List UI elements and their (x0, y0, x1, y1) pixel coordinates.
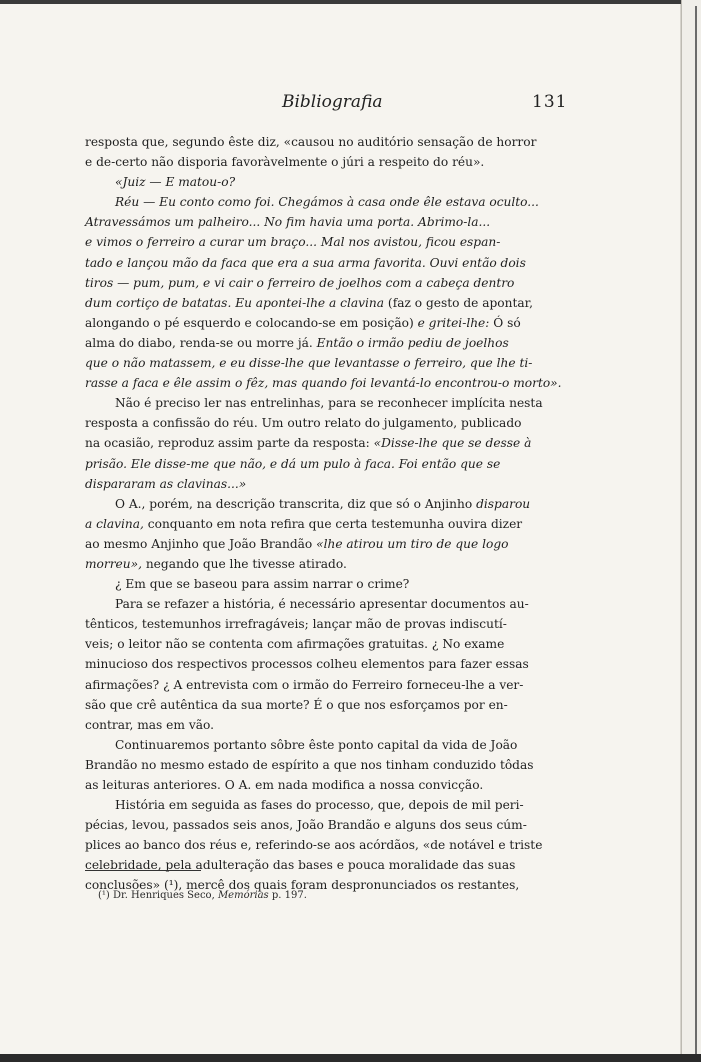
roman-run: Ó só (489, 315, 521, 330)
text-line: prisão. Ele disse-me que não, e dá um pulo à faca. Foi então que se (85, 456, 501, 471)
italic-run: «Disse-lhe que se desse à (369, 436, 532, 451)
roman-run: O A., porém, na descrição transcrita, diz que só o Anjinho (115, 496, 473, 511)
dialog-defendant: Réu — Eu conto como foi. Chegámos à casa onde êle estava oculto... (115, 195, 539, 210)
italic-run: e gritei-lhe: (413, 315, 490, 330)
text-line: tênticos, testemunhos irrefragáveis; lançar mão de provas indiscutí- (85, 617, 507, 632)
scan-border (0, 1054, 701, 1062)
text-line: resposta que, segundo êste diz, «causou no auditório sensação de horror (85, 135, 537, 149)
text-line: Atravessámos um palheiro... No fim havia uma porta. Abrimo-la... (85, 215, 491, 230)
roman-run: negando que lhe tivesse atirado. (141, 556, 347, 571)
book-page (0, 4, 682, 1054)
text-line: minucioso dos respectivos processos colheu elementos para fazer essas (85, 657, 529, 672)
page-number: 131 (532, 92, 568, 112)
roman-run: ao mesmo Anjinho que João Brandão (85, 536, 313, 551)
text-line: História em seguida as fases do processo, que, depois de mil peri- (115, 798, 524, 813)
text-line: conclusões» (¹), mercê dos quais foram despronunciados os restantes, (85, 878, 520, 893)
dialog-judge: «Juiz — E matou-o? (115, 175, 236, 190)
italic-run: «lhe atirou um tiro de que logo (312, 536, 509, 551)
text-line: tado e lançou mão da faca que era a sua arma favorita. Ouvi então dois (85, 255, 526, 270)
text-line: são que crê autêntica da sua morte? É o que nos esforçamos por en- (85, 697, 508, 712)
text-line: ¿ Em que se baseou para assim narrar o crime? (115, 577, 410, 592)
page-edge (681, 0, 701, 1062)
text-line (85, 534, 559, 554)
running-head (0, 92, 682, 116)
text-line (85, 514, 559, 534)
roman-run: conquanto em nota refira que certa testemunha ouvira dizer (143, 516, 523, 531)
text-line: tiros — pum, pum, e vi cair o ferreiro de joelhos com a cabeça dentro (85, 275, 515, 290)
text-line (85, 333, 559, 353)
text-line (85, 554, 559, 574)
italic-run: disparou (472, 496, 531, 511)
text-line (85, 293, 559, 313)
footnote-page: p. 197. (268, 890, 307, 901)
text-line: resposta a confissão do réu. Um outro relato do julgamento, publicado (85, 416, 522, 431)
text-line: veis; o leitor não se contenta com afirmações gratuitas. ¿ No exame (85, 637, 505, 652)
text-line: plices ao banco dos réus e, referindo-se aos acórdãos, «de notável e triste (85, 838, 543, 853)
italic-run: dum cortiço de batatas. Eu apontei-lhe a clavina (85, 295, 385, 310)
text-line: e vimos o ferreiro a curar um braço... Mal nos avistou, ficou espan- (85, 235, 501, 250)
text-line: Brandão no mesmo estado de espírito a que nos tinham conduzido tôdas (85, 757, 534, 772)
text-line: afirmações? ¿ A entrevista com o irmão do Ferreiro forneceu-lhe a ver- (85, 677, 524, 692)
running-title: Bibliografia (282, 92, 383, 112)
text-line (85, 433, 559, 453)
text-line: pécias, levou, passados seis anos, João Brandão e alguns dos seus cúm- (85, 818, 527, 833)
text-line: Continuaremos portanto sôbre êste ponto capital da vida de João (115, 737, 518, 752)
italic-run: a clavina, (85, 516, 144, 531)
text-line: Para se refazer a história, é necessário apresentar documentos au- (115, 597, 529, 612)
text-line: que o não matassem, e eu disse-lhe que levantasse o ferreiro, que lhe ti- (85, 356, 533, 371)
roman-run: alma do diabo, renda-se ou morre já. (85, 335, 313, 350)
body-text (85, 132, 562, 896)
text-line (85, 313, 559, 333)
text-line (85, 494, 559, 514)
text-line: Não é preciso ler nas entrelinhas, para se reconhecer implícita nesta (115, 396, 543, 411)
italic-run: morreu», (85, 556, 142, 571)
footnote-author: Dr. Henriques Seco, (113, 890, 215, 901)
footnote-marker: (¹) (98, 890, 110, 901)
roman-run: alongando o pé esquerdo e colocando-se em posição) (85, 315, 414, 330)
text-line: rasse a faca e êle assim o fêz, mas quando foi levantá-lo encontrou-o morto». (85, 376, 562, 391)
text-line: e de-certo não disporia favoràvelmente o júri a respeito do réu». (85, 155, 485, 170)
text-line: celebridade, pela adulteração das bases e pouca moralidade das suas (85, 858, 516, 873)
text-line: dispararam as clavinas...» (85, 476, 247, 491)
text-line: contrar, mas em vão. (85, 717, 214, 732)
footnote-work: Memórias (214, 890, 269, 901)
text-line: as leituras anteriores. O A. em nada modifica a nossa convicção. (85, 778, 484, 792)
roman-run: na ocasião, reproduz assim parte da resposta: (85, 436, 370, 451)
footnote (98, 890, 307, 901)
roman-run: (faz o gesto de apontar, (384, 295, 534, 310)
footnote-rule (85, 870, 201, 871)
italic-run: Então o irmão pediu de joelhos (312, 335, 509, 350)
